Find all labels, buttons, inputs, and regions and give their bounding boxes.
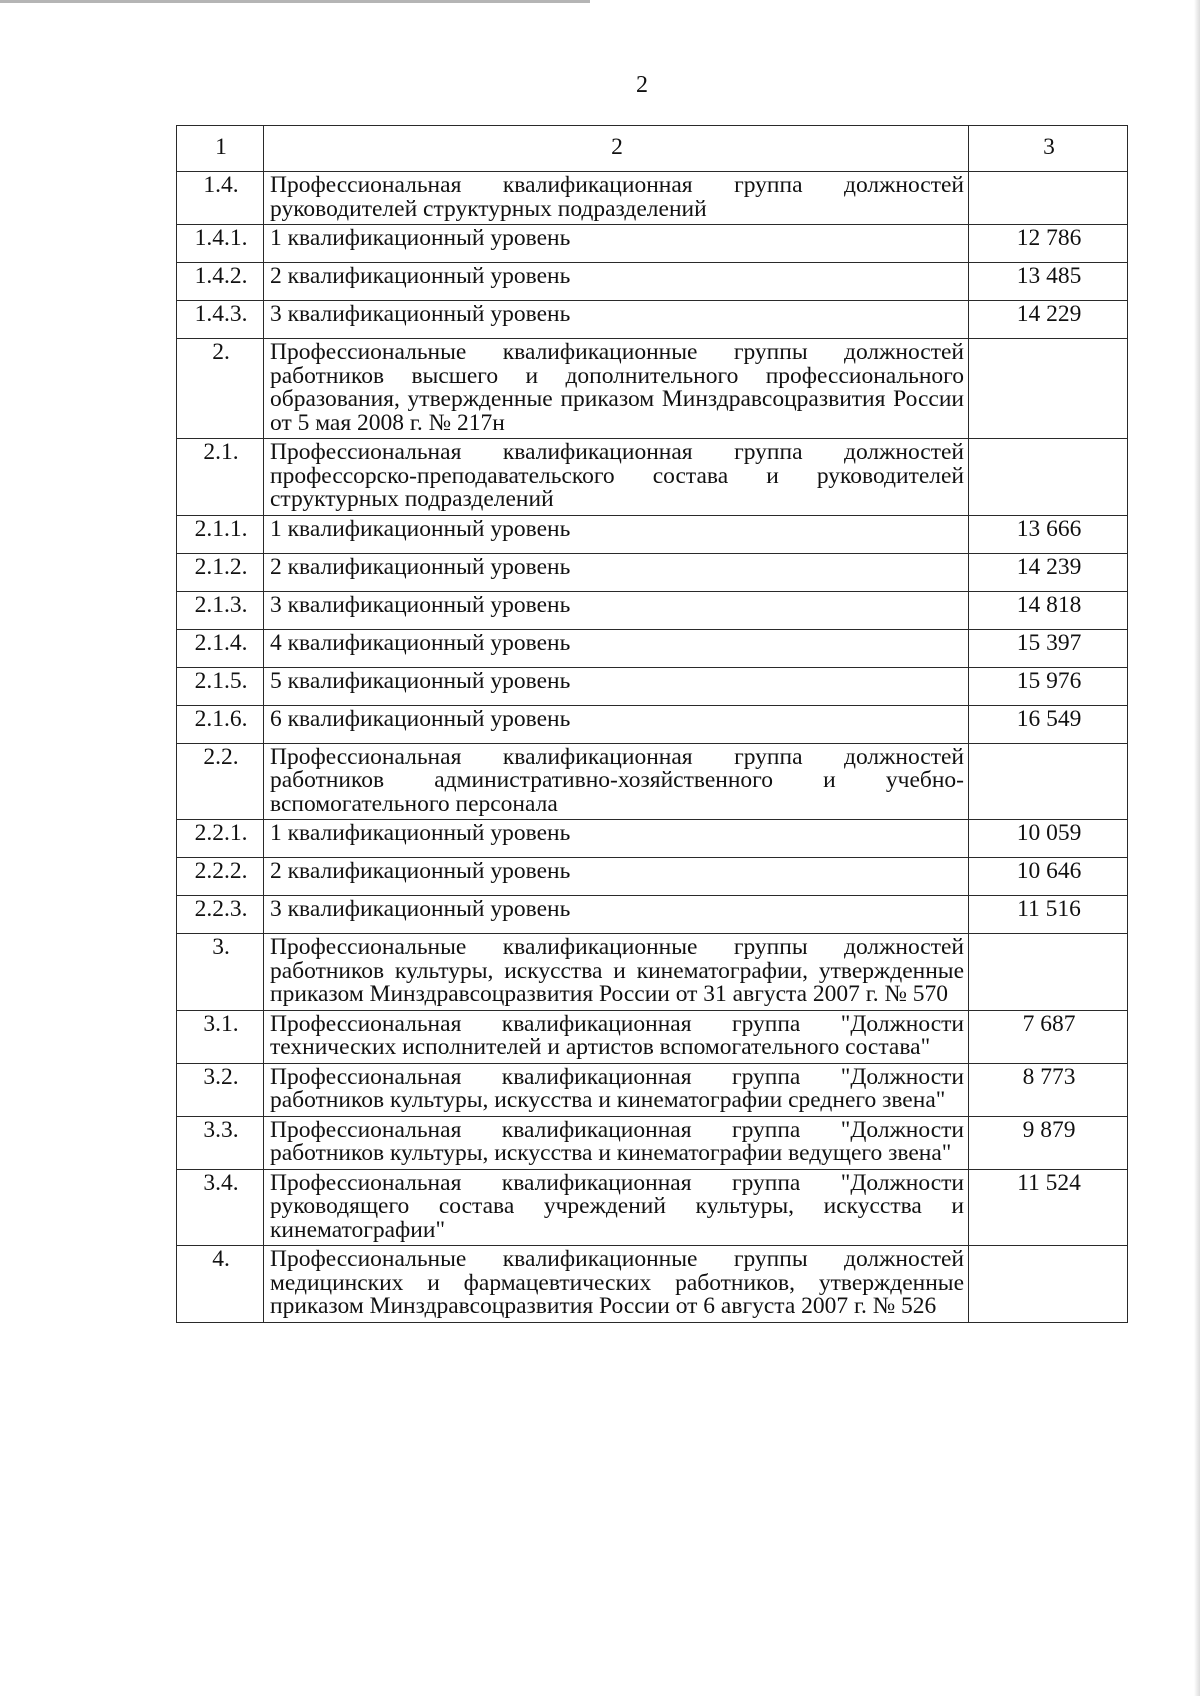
- row-number-cell: 1.4.2.: [177, 263, 264, 301]
- row-number-cell: 4.: [177, 1246, 264, 1323]
- scan-edge-right: [1194, 0, 1200, 1696]
- scan-edge-shadow: [0, 0, 590, 3]
- table-row: [177, 225, 1128, 263]
- row-name-cell: Профессиональная квалификационная группа "Должности работников культуры, искусства и кинематографии среднего звена": [264, 1063, 969, 1116]
- row-number-cell: 2.2.2.: [177, 858, 264, 896]
- row-value-cell: [969, 1246, 1128, 1323]
- header-cell-3: 3: [969, 126, 1128, 172]
- row-value-cell: 14 239: [969, 553, 1128, 591]
- row-name-cell: 2 квалификационный уровень: [264, 263, 969, 301]
- table-row: [177, 301, 1128, 339]
- row-value-cell: 11 516: [969, 896, 1128, 934]
- row-number-cell: 2.1.3.: [177, 591, 264, 629]
- row-number-cell: 2.1.4.: [177, 629, 264, 667]
- row-name-cell: Профессиональные квалификационные группы должностей работников культуры, искусства и кинематографии, утвержденные приказом Минздравсоцразвития России от 31 августа 2007 г. № 570: [264, 934, 969, 1011]
- row-number-cell: 2.1.2.: [177, 553, 264, 591]
- table-row: [177, 439, 1128, 516]
- row-number-cell: 3.4.: [177, 1169, 264, 1246]
- row-number-cell: 2.1.: [177, 439, 264, 516]
- salary-table: [176, 125, 1128, 1323]
- row-number-cell: 2.1.5.: [177, 667, 264, 705]
- header-cell-1: 1: [177, 126, 264, 172]
- table-row: [177, 743, 1128, 820]
- row-name-cell: 6 квалификационный уровень: [264, 705, 969, 743]
- table-row: [177, 339, 1128, 439]
- row-name-cell: 4 квалификационный уровень: [264, 629, 969, 667]
- row-name-cell: 1 квалификационный уровень: [264, 820, 969, 858]
- row-value-cell: 13 485: [969, 263, 1128, 301]
- table-row: [177, 934, 1128, 1011]
- row-value-cell: [969, 172, 1128, 225]
- row-name-cell: Профессиональная квалификационная группа "Должности работников культуры, искусства и кинематографии ведущего звена": [264, 1116, 969, 1169]
- row-value-cell: 15 976: [969, 667, 1128, 705]
- row-number-cell: 3.1.: [177, 1010, 264, 1063]
- table-row: [177, 820, 1128, 858]
- row-name-cell: 3 квалификационный уровень: [264, 301, 969, 339]
- page-number: 2: [636, 72, 648, 98]
- table-header-row: [177, 126, 1128, 172]
- row-name-cell: Профессиональная квалификационная группа должностей работников административно-хозяйственного и учебно-вспомогательного персонала: [264, 743, 969, 820]
- row-name-cell: 2 квалификационный уровень: [264, 553, 969, 591]
- row-name-cell: 5 квалификационный уровень: [264, 667, 969, 705]
- row-value-cell: 7 687: [969, 1010, 1128, 1063]
- row-name-cell: Профессиональная квалификационная группа должностей руководителей структурных подразделений: [264, 172, 969, 225]
- row-value-cell: 12 786: [969, 225, 1128, 263]
- table-row: [177, 1010, 1128, 1063]
- table-row: [177, 1246, 1128, 1323]
- table-body: [177, 126, 1128, 1323]
- table-row: [177, 263, 1128, 301]
- table-row: [177, 629, 1128, 667]
- row-number-cell: 1.4.1.: [177, 225, 264, 263]
- table-row: [177, 1063, 1128, 1116]
- row-value-cell: 8 773: [969, 1063, 1128, 1116]
- row-name-cell: 3 квалификационный уровень: [264, 591, 969, 629]
- row-number-cell: 2.2.3.: [177, 896, 264, 934]
- row-value-cell: 10 646: [969, 858, 1128, 896]
- row-value-cell: [969, 743, 1128, 820]
- row-value-cell: 10 059: [969, 820, 1128, 858]
- table-row: [177, 1116, 1128, 1169]
- row-number-cell: 1.4.: [177, 172, 264, 225]
- row-value-cell: 16 549: [969, 705, 1128, 743]
- row-name-cell: 1 квалификационный уровень: [264, 225, 969, 263]
- row-name-cell: 2 квалификационный уровень: [264, 858, 969, 896]
- row-name-cell: 1 квалификационный уровень: [264, 515, 969, 553]
- row-number-cell: 1.4.3.: [177, 301, 264, 339]
- row-number-cell: 2.2.1.: [177, 820, 264, 858]
- table-row: [177, 667, 1128, 705]
- table-row: [177, 858, 1128, 896]
- row-value-cell: 9 879: [969, 1116, 1128, 1169]
- table-row: [177, 172, 1128, 225]
- row-name-cell: Профессиональные квалификационные группы должностей медицинских и фармацевтических работников, утвержденные приказом Минздравсоцразвития России от 6 августа 2007 г. № 526: [264, 1246, 969, 1323]
- row-name-cell: Профессиональная квалификационная группа должностей профессорско-преподавательского состава и руководителей структурных подразделений: [264, 439, 969, 516]
- row-name-cell: Профессиональные квалификационные группы должностей работников высшего и дополнительного профессионального образования, утвержденные приказом Минздравсоцразвития России от 5 мая 2008 г. № 217н: [264, 339, 969, 439]
- row-number-cell: 2.1.1.: [177, 515, 264, 553]
- row-number-cell: 2.: [177, 339, 264, 439]
- table-row: [177, 1169, 1128, 1246]
- row-name-cell: Профессиональная квалификационная группа "Должности руководящего состава учреждений культуры, искусства и кинематографии": [264, 1169, 969, 1246]
- table-row: [177, 896, 1128, 934]
- table-row: [177, 705, 1128, 743]
- row-value-cell: [969, 339, 1128, 439]
- row-value-cell: [969, 439, 1128, 516]
- row-name-cell: Профессиональная квалификационная группа "Должности технических исполнителей и артистов вспомогательного состава": [264, 1010, 969, 1063]
- row-value-cell: 14 229: [969, 301, 1128, 339]
- row-value-cell: 14 818: [969, 591, 1128, 629]
- row-value-cell: 15 397: [969, 629, 1128, 667]
- table-row: [177, 591, 1128, 629]
- row-number-cell: 2.1.6.: [177, 705, 264, 743]
- table-row: [177, 515, 1128, 553]
- row-number-cell: 2.2.: [177, 743, 264, 820]
- header-cell-2: 2: [264, 126, 969, 172]
- row-number-cell: 3.3.: [177, 1116, 264, 1169]
- table-row: [177, 553, 1128, 591]
- row-number-cell: 3.: [177, 934, 264, 1011]
- row-number-cell: 3.2.: [177, 1063, 264, 1116]
- row-value-cell: 13 666: [969, 515, 1128, 553]
- row-value-cell: [969, 934, 1128, 1011]
- row-name-cell: 3 квалификационный уровень: [264, 896, 969, 934]
- row-value-cell: 11 524: [969, 1169, 1128, 1246]
